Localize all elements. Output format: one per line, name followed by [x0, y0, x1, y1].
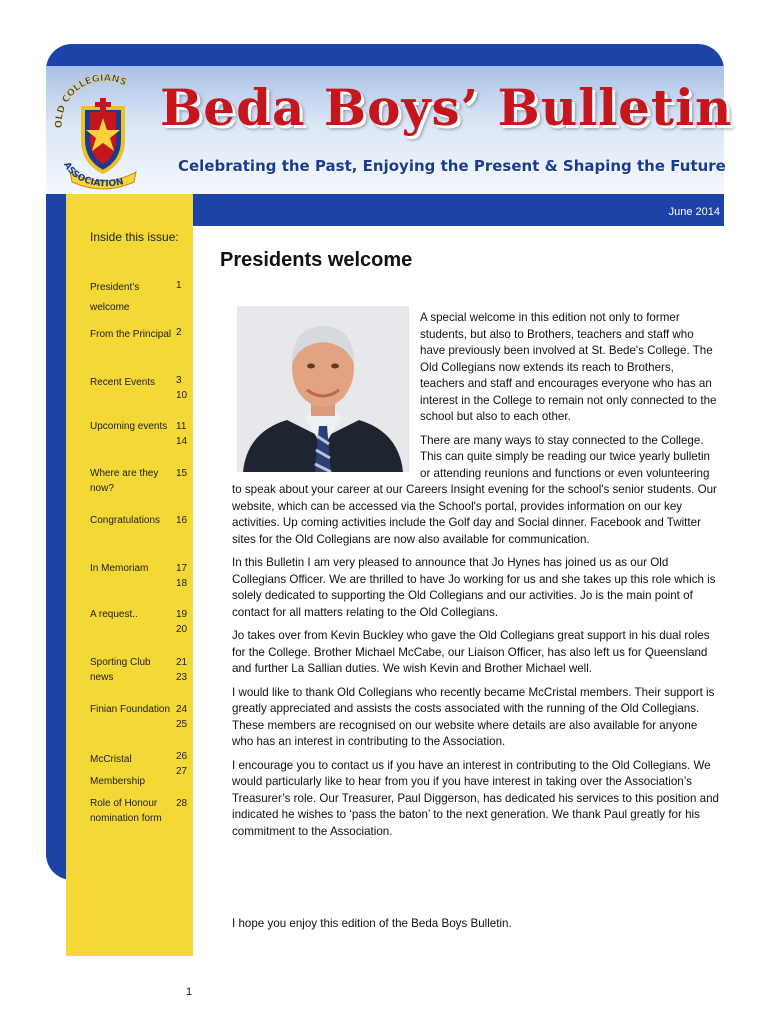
article-paragraph: I encourage you to contact us if you have an interest in contributing to the Old Collegians. We would particularly like to hear from you if you have interest in taking over the Association’s Treasurer’s role. Our Treasurer, Paul Diggerson, has dedicated his services to this position and indicated he wishes to ‘pass the baton’ to the next generation. We thank Paul greatly for his commitment to the Association.	[232, 758, 719, 838]
article-body	[232, 310, 719, 847]
toc-item-title: Where are they now?	[90, 468, 159, 494]
toc-item-mccristal-membership[interactable]	[90, 749, 190, 793]
article-heading: Presidents welcome	[220, 249, 413, 271]
toc-item-pages: 17 18	[176, 563, 188, 589]
svg-text:ASSOCIATION: ASSOCIATION	[61, 160, 125, 190]
toc-item-role-of-honour[interactable]	[90, 796, 190, 826]
toc-item-title: A request..	[90, 609, 138, 620]
toc-item-pages: 19 20	[176, 609, 188, 635]
toc-item-pages: 16	[176, 515, 188, 526]
toc-item-pages: 24 25	[176, 704, 188, 730]
toc-item-title: Role of Honour nomination form	[90, 798, 162, 824]
toc-item-pages: 2	[176, 327, 182, 338]
toc-item-pages: 1	[176, 280, 182, 291]
toc-item-a-request[interactable]	[90, 607, 190, 635]
toc-item-sporting-club-news[interactable]	[90, 655, 190, 685]
toc-item-title: From the Principal	[90, 329, 172, 340]
article-paragraph: There are many ways to stay connected to the College. This can quite simply be reading our twice yearly bulletin or attending reunions and functions or even volunteering to speak about your career at our Careers Insight evening for the school's senior students. Our website, which can be accessed via the School's portal, provides information on our key activities. Up coming activities include the Golf day and Social dinner. Facebook and Twitter sites for the Old Collegians are now also available for communication.	[232, 433, 717, 546]
toc-item-title: Sporting Club news	[90, 657, 151, 683]
toc-item-title: Finian Foundation	[90, 704, 171, 715]
article-paragraph: A special welcome in this edition not only to former students, but also to Brothers, teachers and staff who have previously been involved at St. Bede's College. The Old Collegians now extends its reach to Brothers, teachers and staff and encourages everyone who has an interest in the College to remain not only connected to the school but also to each other.	[420, 311, 717, 423]
sidebar-title: Inside this issue:	[90, 230, 179, 244]
toc-item-pages: 15	[176, 468, 188, 479]
toc-item-in-memoriam[interactable]	[90, 561, 190, 589]
toc-item-from-the-principal[interactable]	[90, 325, 190, 345]
photo-spacer	[232, 310, 420, 470]
issue-date: June 2014	[668, 206, 720, 218]
toc-item-title: Congratulations	[90, 515, 161, 526]
toc-item-title: McCristal Membership	[90, 754, 146, 787]
svg-text:OLD COLLEGIANS: OLD COLLEGIANS	[53, 72, 129, 129]
toc-item-pages: 28	[176, 798, 188, 809]
page-number: 1	[186, 986, 193, 998]
toc-item-presidents-welcome[interactable]	[90, 278, 190, 318]
article-closing: I hope you enjoy this edition of the Beda Boys Bulletin.	[232, 917, 512, 930]
article-paragraph: Jo takes over from Kevin Buckley who gave the Old Collegians great support in his dual roles for the College. Brother Michael McCabe, our Liaison Officer, has also left us for Queensland and further La Sallian duties. We wish Kevin and Brother Michael well.	[232, 629, 710, 675]
bulletin-title: Beda Boys’ Bulletin	[160, 78, 733, 137]
bulletin-subtitle: Celebrating the Past, Enjoying the Present & Shaping the Future	[178, 157, 726, 175]
toc-item-title: In Memoriam	[90, 563, 149, 574]
old-collegians-crest-logo	[50, 68, 156, 196]
toc-item-pages: 21 23	[176, 657, 188, 683]
toc-item-title: Recent Events	[90, 377, 156, 388]
toc-item-title: President’s welcome	[90, 282, 140, 313]
toc-item-congratulations[interactable]	[90, 513, 190, 528]
toc-item-pages: 11 14	[176, 421, 188, 447]
toc-item-recent-events[interactable]	[90, 373, 190, 401]
toc-item-pages: 3 10	[176, 375, 188, 401]
toc-item-upcoming-events[interactable]	[90, 419, 190, 447]
toc-item-where-are-they-now[interactable]	[90, 466, 190, 496]
toc-item-finian-foundation[interactable]	[90, 702, 190, 730]
article-paragraph: I would like to thank Old Collegians who recently became McCristal members. Their support is greatly appreciated and assists the costs associated with the running of the Old Collegians. These members are recognised on our website where details are also available for anyone who has an interest in contributing to the Association.	[232, 685, 715, 748]
toc-item-pages: 26 27	[176, 751, 188, 777]
toc-item-title: Upcoming events	[90, 421, 168, 432]
article-paragraph: In this Bulletin I am very pleased to announce that Jo Hynes has joined us as our Old Collegians Officer. We are thrilled to have Jo working for us and she takes up this role which is solely dedicated to supporting the Old Collegians and our activities. Jo is the main point of contact for all matters relating to the Old Collegians.	[232, 556, 716, 619]
